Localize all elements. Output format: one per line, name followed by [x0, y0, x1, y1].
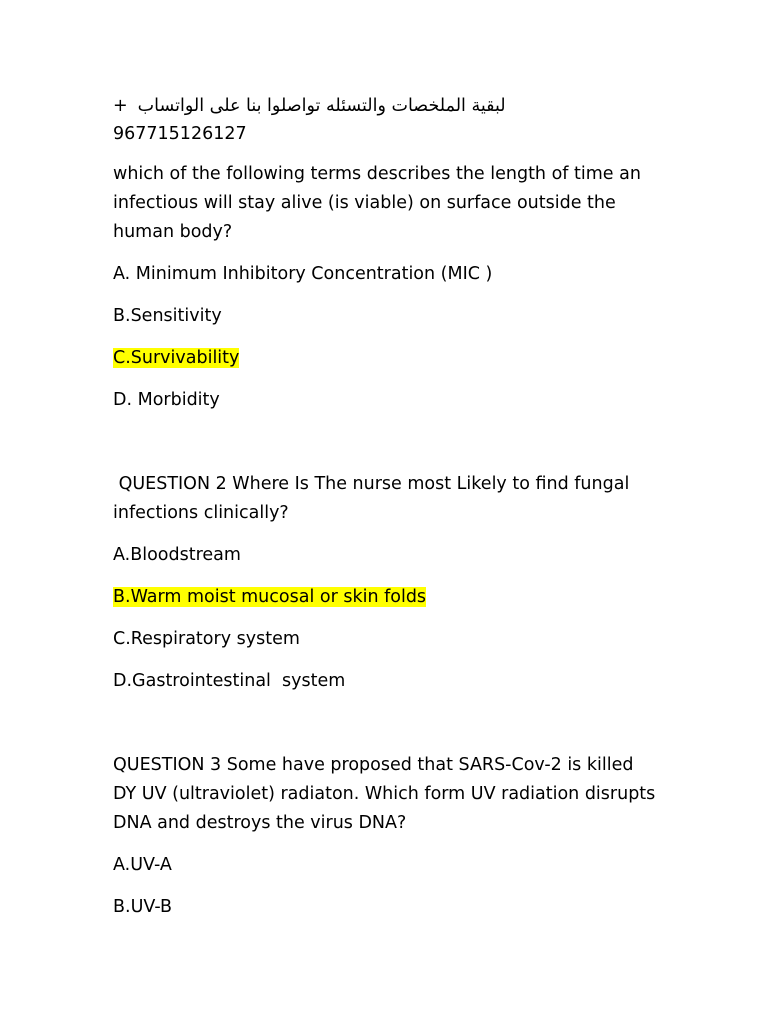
question-text [113, 470, 658, 528]
answer-option-text: A.Bloodstream [113, 545, 241, 565]
question-block-3 [113, 751, 658, 922]
question-text: which of the following terms describes the length of time an infectious will stay alive (is viable) on surface outside the human body? [113, 164, 641, 242]
answer-option-text: C.Survivability [113, 348, 240, 368]
answer-option [113, 541, 658, 570]
question-text: QUESTION 3 Some have proposed that SARS-Cov-2 is killed DY UV (ultraviolet) radiaton. Which form UV radiation disrupts DNA and destroys the virus DNA? [113, 755, 656, 833]
answer-option [113, 386, 658, 415]
answer-option [113, 302, 658, 331]
document-content [113, 92, 658, 935]
answer-option-highlighted [113, 344, 658, 373]
answer-option [113, 851, 658, 880]
header-arabic-text: لبقية الملخصات والتسئله تواصلوا بنا على الواتساب [137, 96, 506, 116]
answer-option [113, 260, 658, 289]
answer-option-text: B.UV-B [113, 897, 173, 917]
spacer [113, 709, 658, 751]
header-line [113, 92, 658, 121]
answer-option [113, 893, 658, 922]
spacer [113, 428, 658, 470]
question-block-2 [113, 470, 658, 696]
answer-option-text: B.Warm moist mucosal or skin folds [113, 587, 427, 607]
question-text-content: QUESTION 2 Where Is The nurse most Likely to find fungal infections clinically? [113, 474, 635, 523]
answer-option [113, 625, 658, 654]
answer-option-text: B.Sensitivity [113, 306, 222, 326]
answer-option [113, 667, 658, 696]
answer-option-text: A. Minimum Inhibitory Concentration (MIC ) [113, 264, 493, 284]
header-plus: + [113, 96, 128, 116]
answer-option-text: A.UV-A [113, 855, 172, 875]
answer-option-text: D.Gastrointestinal system [113, 671, 346, 691]
answer-option-text: D. Morbidity [113, 390, 220, 410]
answer-option-highlighted [113, 583, 658, 612]
answer-option-text: C.Respiratory system [113, 629, 300, 649]
header-phone: 967715126127 [113, 124, 247, 144]
question-block-1 [113, 160, 658, 415]
